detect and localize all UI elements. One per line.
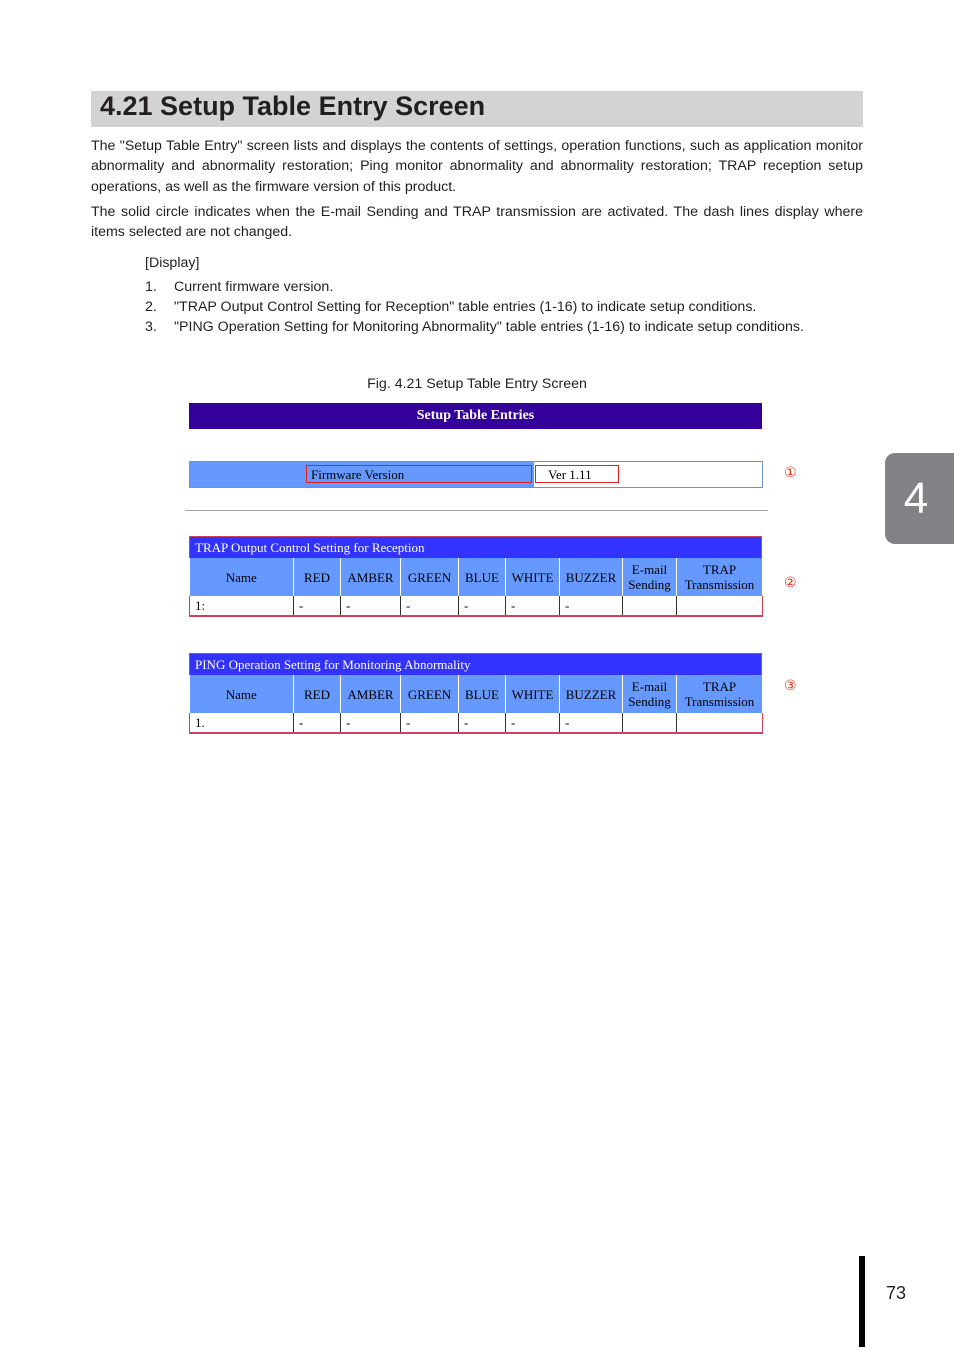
firmware-label: Firmware Version <box>306 465 532 483</box>
page-number: 73 <box>886 1283 907 1303</box>
callout-3: ③ <box>784 678 797 694</box>
list-text: Current firmware version. <box>174 279 334 295</box>
table-cell <box>677 713 763 733</box>
table-cell: - <box>560 713 623 733</box>
table-cell: - <box>294 596 341 616</box>
column-header: GREEN <box>401 675 459 713</box>
column-header: AMBER <box>341 558 401 596</box>
column-header: WHITE <box>506 558 560 596</box>
setup-table-banner: Setup Table Entries <box>189 403 762 429</box>
column-header: WHITE <box>506 675 560 713</box>
table-row <box>190 713 763 733</box>
callout-1: ① <box>784 465 797 481</box>
display-label: [Display] <box>145 255 200 271</box>
table-cell: - <box>341 596 401 616</box>
table-row <box>190 596 763 616</box>
column-header: Name <box>190 558 294 596</box>
column-header: BUZZER <box>560 558 623 596</box>
table-cell: 1. <box>190 713 294 733</box>
column-header: TRAP Transmission <box>677 675 763 713</box>
table-header-row <box>190 675 763 713</box>
table-cell: - <box>401 596 459 616</box>
firmware-row <box>189 461 763 488</box>
column-header: BLUE <box>459 558 506 596</box>
callout-2: ② <box>784 575 797 591</box>
list-number: 3. <box>145 319 157 335</box>
list-number: 1. <box>145 279 157 295</box>
notes-paragraph: The solid circle indicates when the E-mail Sending and TRAP transmission are activated. The dash lines display where items selected are not changed. <box>91 204 863 241</box>
figure-caption: Fig. 4.21 Setup Table Entry Screen <box>367 376 587 392</box>
table-cell: - <box>506 713 560 733</box>
column-header: Name <box>190 675 294 713</box>
section-title: 4.21 Setup Table Entry Screen <box>100 91 486 121</box>
table-cell <box>623 713 677 733</box>
table-cell: - <box>506 596 560 616</box>
table-title: PING Operation Setting for Monitoring Abnormality <box>189 653 762 675</box>
intro-paragraph: The "Setup Table Entry" screen lists and displays the contents of settings, operation functions, such as application monitor abnormality and abnormality restoration; Ping monitor abnormality and abnormality restoration; TRAP reception setup operations, as well as the firmware version of this product. <box>91 138 863 195</box>
column-header: AMBER <box>341 675 401 713</box>
table-cell: - <box>459 713 506 733</box>
divider <box>185 510 768 511</box>
table-cell: - <box>341 713 401 733</box>
table-header-row <box>190 558 763 596</box>
column-header: E-mail Sending <box>623 558 677 596</box>
column-header: GREEN <box>401 558 459 596</box>
table-cell: - <box>560 596 623 616</box>
list-text: "PING Operation Setting for Monitoring Abnormality" table entries (1-16) to indicate setup conditions. <box>174 319 804 335</box>
table-cell: - <box>401 713 459 733</box>
trap-output-table <box>189 536 762 617</box>
table-cell: - <box>459 596 506 616</box>
firmware-value: Ver 1.11 <box>535 465 619 483</box>
list-number: 2. <box>145 299 157 315</box>
page-number-bar <box>859 1256 865 1347</box>
table-cell: 1: <box>190 596 294 616</box>
table-cell <box>623 596 677 616</box>
column-header: BLUE <box>459 675 506 713</box>
column-header: E-mail Sending <box>623 675 677 713</box>
table-title: TRAP Output Control Setting for Reception <box>189 536 762 558</box>
column-header: BUZZER <box>560 675 623 713</box>
ping-operation-table <box>189 653 762 734</box>
column-header: RED <box>294 675 341 713</box>
column-header: TRAP Transmission <box>677 558 763 596</box>
chapter-number: 4 <box>903 474 929 523</box>
section-title-bar <box>91 91 863 127</box>
table-cell: - <box>294 713 341 733</box>
column-header: RED <box>294 558 341 596</box>
chapter-tab <box>885 453 954 544</box>
list-text: "TRAP Output Control Setting for Reception" table entries (1-16) to indicate setup conditions. <box>174 299 757 315</box>
table-cell <box>677 596 763 616</box>
